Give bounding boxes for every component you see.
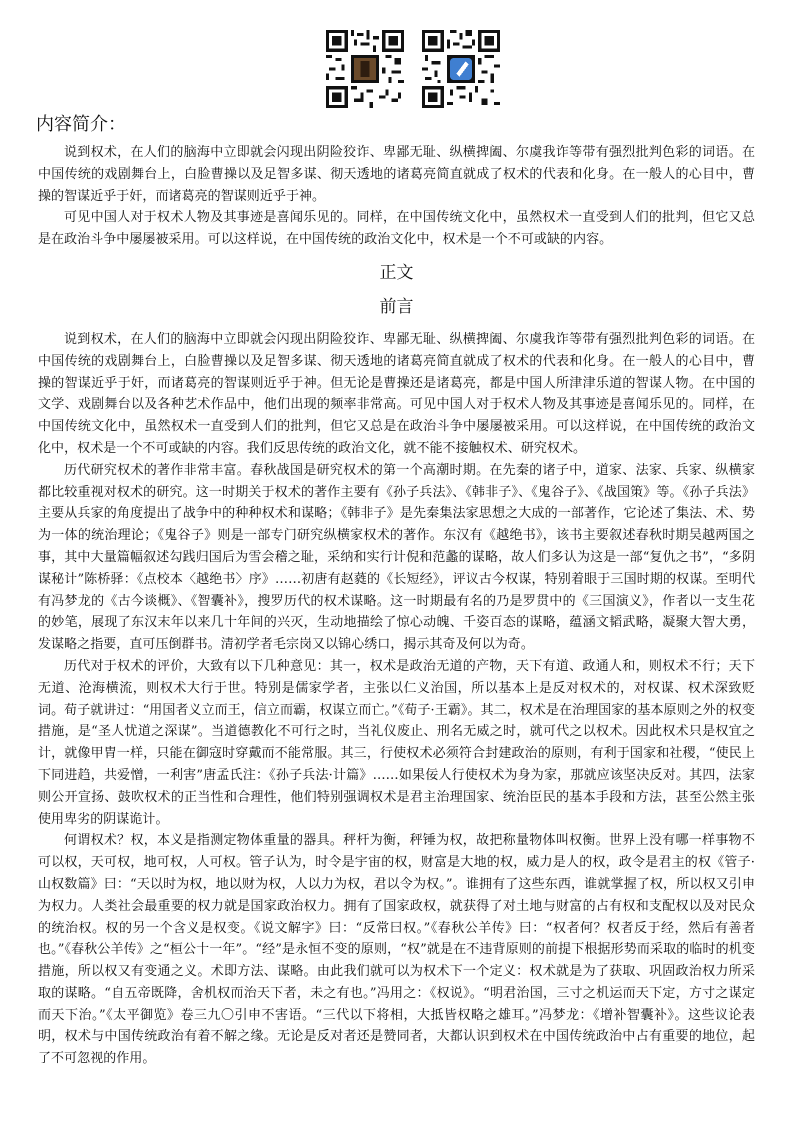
qr-code-icon bbox=[326, 30, 404, 108]
preface-paragraph: 历代对于权术的评价，大致有以下几种意见：其一，权术是政治无道的产物，天下有道、政通人和，则权术不行；天下无道、沧海横流，则权术大行于世。特别是儒家学者，主张以仁义治国，所以基本上是反对权术的，对权谋、权术深致贬词。荀子就讲过：“用国者义立而王，信立而霸，权谋立而亡。”《荀子·王霸》。其二，权术是在治理国家的基本原则之外的权变措施，是“圣人忧道之深谋”。当道德教化不可行之时，当礼仪废止、刑名无威之时，就可代之以权术。因此权术只是权宜之计，就像甲胄一样，只能在御寇时穿戴而不能常服。其三，行使权术必须符合封建政治的原则，有利于国家和社稷，“使民上下同进趋，共爱憎，一利害”唐孟氏注：《孙子兵法·计篇》……如果佞人行使权术为身为家，那就应该坚决反对。其四，法家则公开宣扬、鼓吹权术的正当性和合理性，他们特别强调权术是君主治理国家、统治臣民的基本手段和方法，甚至公然主张使用卑劣的阴谋诡计。 bbox=[38, 658, 755, 827]
qr-code-icon bbox=[422, 30, 500, 108]
intro-paragraph: 可见中国人对于权术人物及其事迹是喜闻乐见的。同样，在中国传统文化中，虽然权术一直受到人们的批判，但它又总是在政治斗争中屡屡被采用。可以这样说，在中国传统的政治文化中，权术是一个不可或缺的内容。 bbox=[38, 210, 755, 248]
preface-paragraph: 何谓权术？权，本义是指测定物体重量的器具。秤杆为衡，秤锤为权，故把称量物体叫权衡。世界上没有哪一样事物不可以权，天可权，地可权，人可权。管子认为，时令是宇宙的权，财富是大地的权，威力是人的权，政令是君主的权《管子·山权数篇》曰：“天以时为权，地以财为权，人以力为权，君以令为权。”。谁拥有了这些东西，谁就掌握了权，所以权又引申为权力。人类社会最重要的权力就是国家政治权力。拥有了国家政权，就获得了对土地与财富的占有权和支配权以及对民众的统治权。权的另一个含义是权变。《说文解字》曰：“反常曰权。”《春秋公羊传》曰：“权者何？权者反于经，然后有善者也。”《春秋公羊传》之“桓公十一年”。“经”是永恒不变的原则，“权”就是在不违背原则的前提下根据形势而采取的临时的机变措施，所以权又有变通之义。术即方法、谋略。由此我们就可以为权术下一个定义：权术就是为了获取、巩固政治权力所采取的谋略。“自五帝既降，舍机权而治天下者，未之有也。”冯用之：《权说》。“明君治国，三寸之机运而天下定，方寸之谋定而天下治。”《太平御览》卷三九〇引申不害语。“三代以下将相，大抵皆权略之雄耳。”冯梦龙：《增补智囊补》。这些议论表明，权术与中国传统政治有着不解之缘。无论是反对者还是赞同者，大都认识到权术在中国传统政治中占有重要的地位，起了不可忽视的作用。 bbox=[38, 833, 755, 1067]
intro-heading: 内容简介： bbox=[36, 114, 126, 135]
intro-paragraph: 说到权术，在人们的脑海中立即就会闪现出阴险狡诈、卑鄙无耻、纵横捭阖、尔虞我诈等带有强烈批判色彩的词语。在中国传统的戏剧舞台上，白脸曹操以及足智多谋、彻天透地的诸葛亮简直就成了权术的代表和化身。在一般人的心目中，曹操的智谋近乎于奸，而诸葛亮的智谋则近乎于神。 bbox=[38, 145, 755, 204]
preface-paragraph: 说到权术，在人们的脑海中立即就会闪现出阴险狡诈、卑鄙无耻、纵横捭阖、尔虞我诈等带有强烈批判色彩的词语。在中国传统的戏剧舞台上，白脸曹操以及足智多谋、彻天透地的诸葛亮简直就成了权术的代表和化身。在一般人的心目中，曹操的智谋近乎于奸，而诸葛亮的智谋则近乎于神。但无论是曹操还是诸葛亮，都是中国人所津津乐道的智谋人物。在中国的文学、戏剧舞台以及各种艺术作品中，他们出现的频率非常高。可见中国人对于权术人物及其事迹是喜闻乐见的。同样，在中国传统文化中，虽然权术一直受到人们的批判，但它又总是在政治斗争中屡屡被采用。可以这样说，在中国传统的政治文化中，权术是一个不可或缺的内容。我们反思传统的政治文化，就不能不接触权术、研究权术。 bbox=[38, 331, 755, 456]
body-title: 正文 bbox=[379, 262, 414, 283]
preface-paragraph: 历代研究权术的著作非常丰富。春秋战国是研究权术的第一个高潮时期。在先秦的诸子中，道家、法家、兵家、纵横家都比较重视对权术的研究。这一时期关于权术的著作主要有《孙子兵法》、《韩非子》、《鬼谷子》、《战国策》等。《孙子兵法》主要从兵家的角度提出了战争中的种种权术和谋略；《韩非子》是先秦集法家思想之大成的一部著作，它论述了集法、术、势为一体的统治理论；《鬼谷子》则是一部专门研究纵横家权术的著作。东汉有《越绝书》，该书主要叙述春秋时期吴越两国之事，其中大量篇幅叙述勾践归国后为雪会稽之耻，采纳和实行计倪和范蠡的谋略，故人们多认为这是一部“复仇之书”，“多阴谋秘计”陈桥驿：《点校本〈越绝书〉序》……初唐有赵蕤的《长短经》，评议古今权谋，特别着眼于三国时期的权谋。至明代有冯梦龙的《古今谈概》、《智囊补》，搜罗历代的权术谋略。这一时期最有名的乃是罗贯中的《三国演义》，作者以一支生花的妙笔，展现了东汉末年以来几十年间的兴灭，生动地描绘了惊心动魄、千姿百态的谋略，蕴涵文韬武略，凝聚大智大勇，发谋略之指要，直可压倒群书。清初学者毛宗岗又以锦心绣口，揭示其奇及何以为奇。 bbox=[38, 462, 755, 653]
preface-title: 前言 bbox=[379, 296, 414, 317]
document-page bbox=[38, 112, 755, 1070]
qr-code-row bbox=[0, 30, 793, 118]
